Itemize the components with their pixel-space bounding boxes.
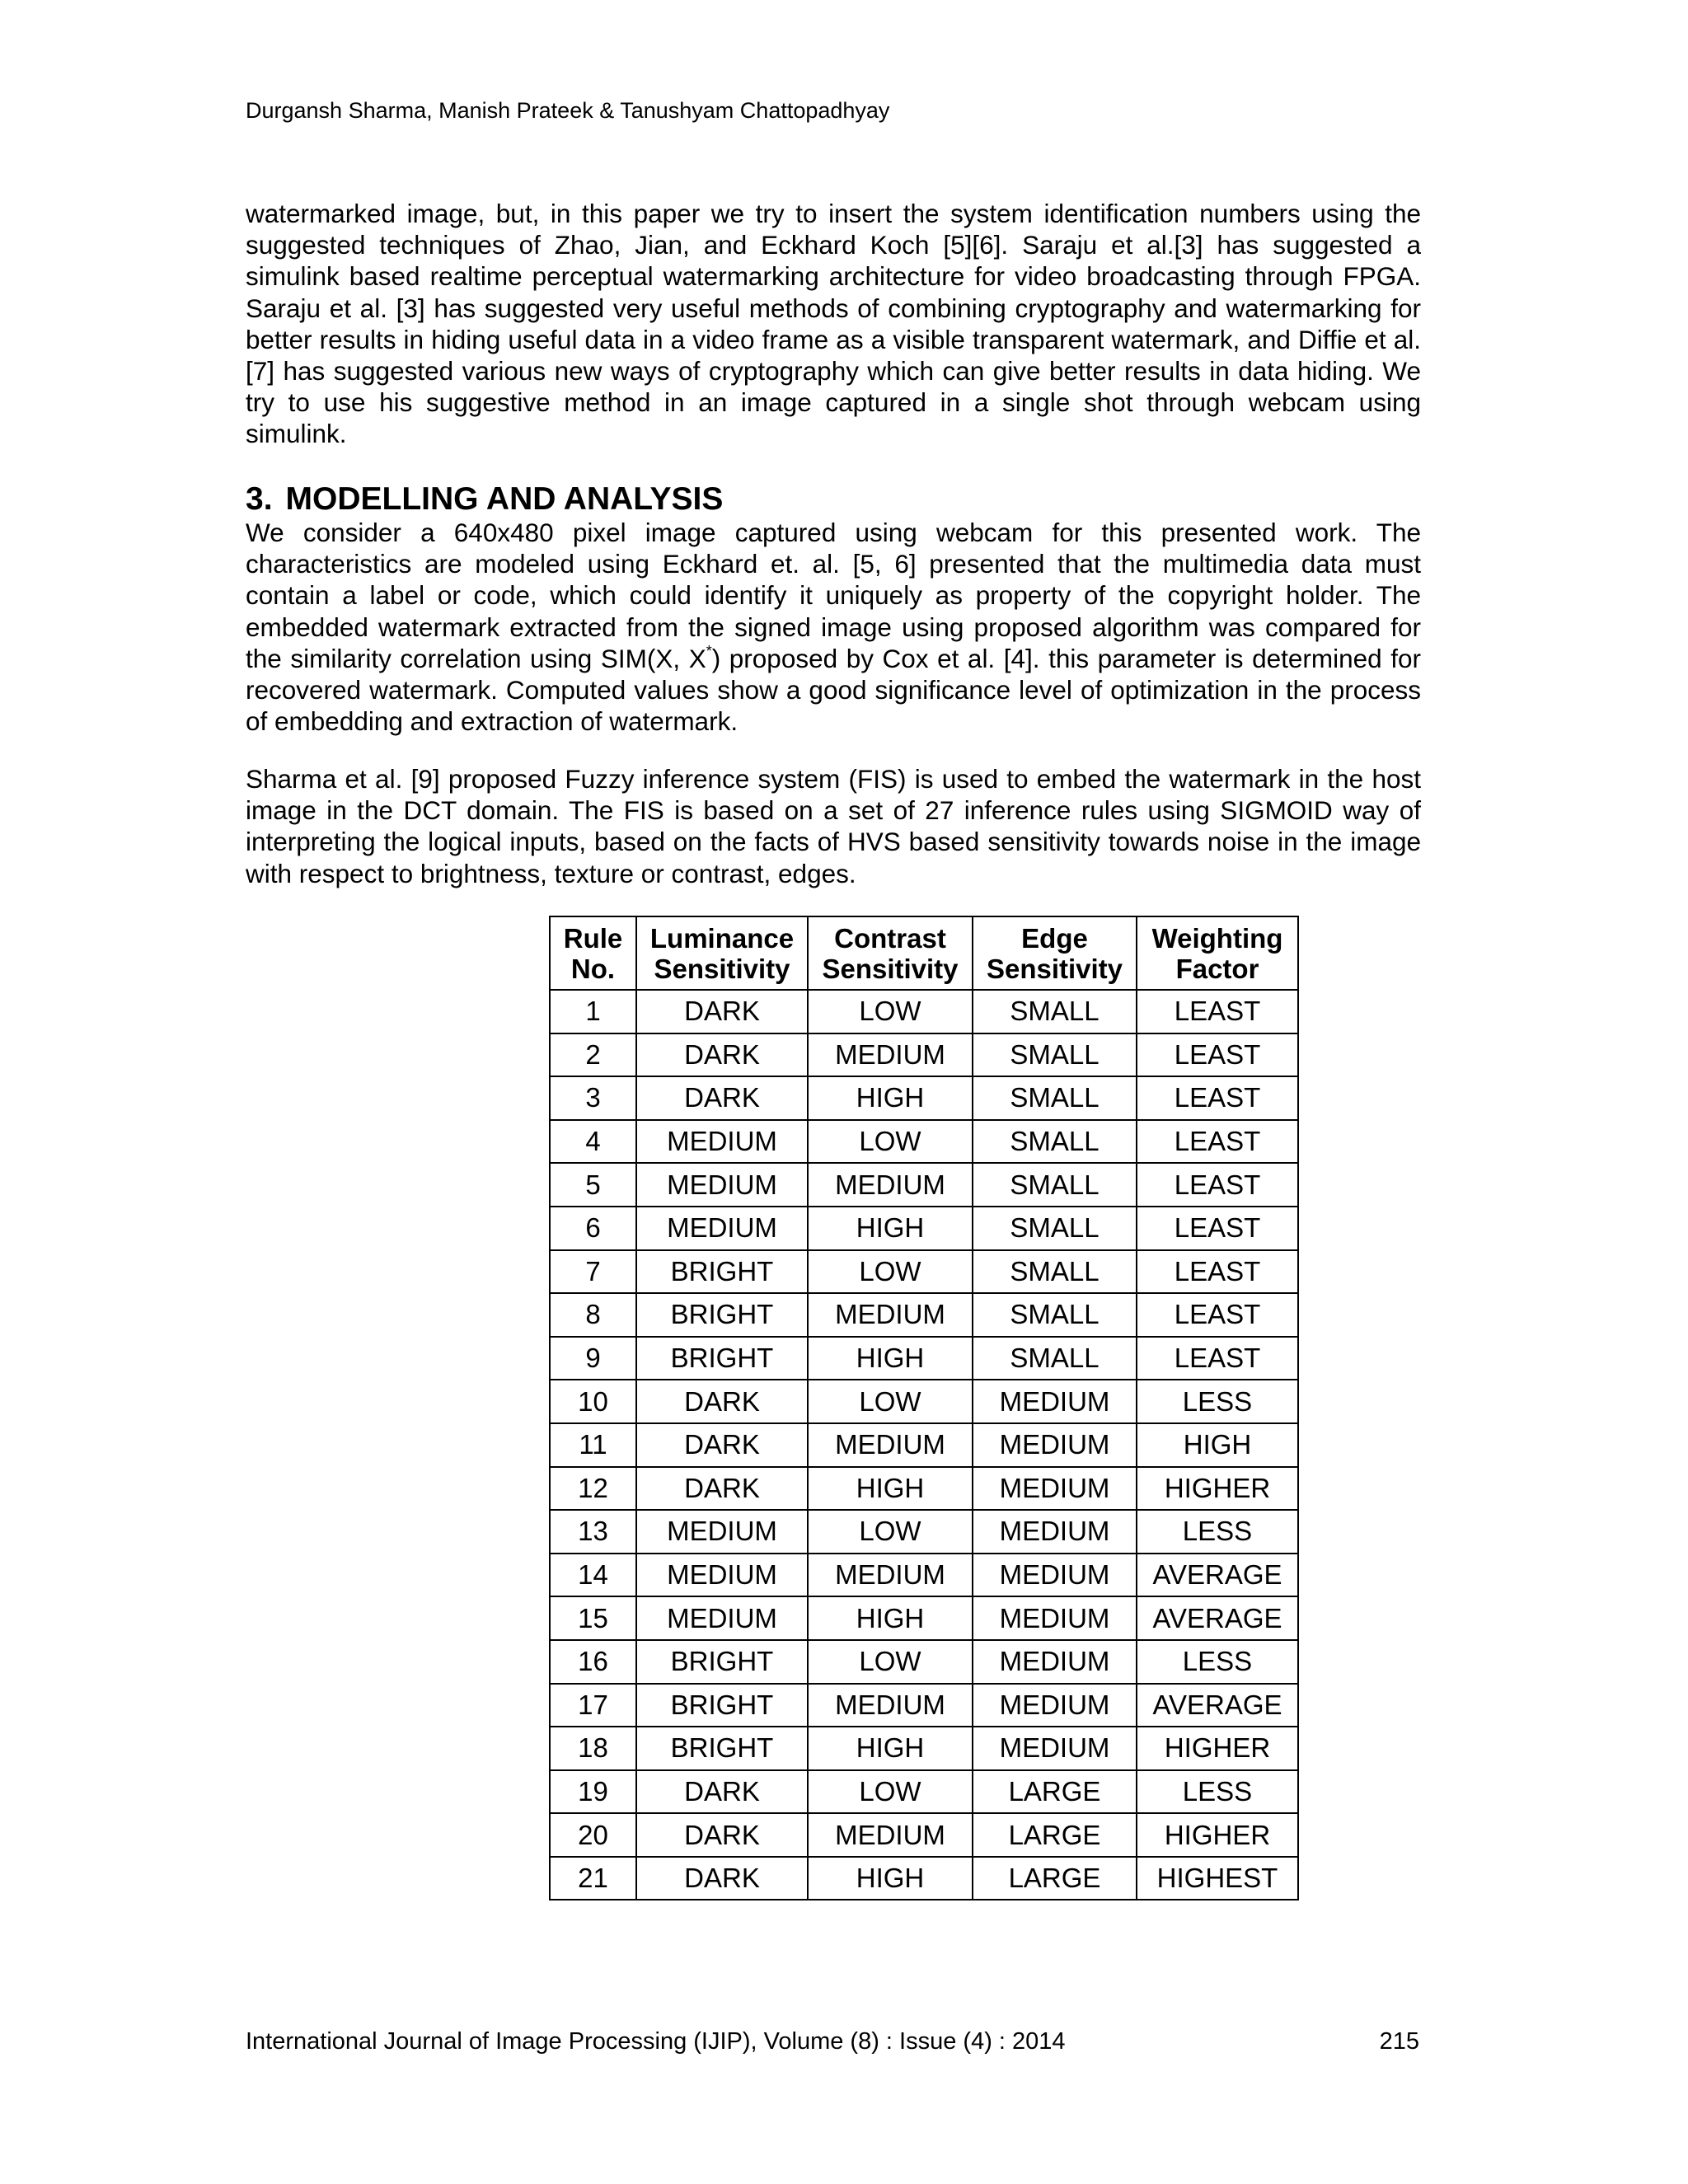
cell-rule-no: 11	[550, 1423, 636, 1467]
cell-contrast: MEDIUM	[808, 1033, 973, 1077]
header-wt-line2: Factor	[1175, 953, 1259, 984]
cell-weighting: LEAST	[1137, 1076, 1298, 1120]
table-row	[550, 1770, 1298, 1814]
cell-contrast: MEDIUM	[808, 1293, 973, 1337]
paragraph-modelling-part2: ) proposed by Cox et al. [4]. this parameter is determined for recovered watermark. Computed values show a good significance level of optimization in the process of embedding and extraction of watermark.	[246, 643, 1421, 737]
table-row	[550, 1423, 1298, 1467]
cell-luminance: BRIGHT	[636, 1727, 808, 1770]
cell-weighting: LESS	[1137, 1380, 1298, 1423]
header-luminance	[636, 916, 808, 990]
table-row	[550, 1813, 1298, 1857]
cell-luminance: DARK	[636, 1076, 808, 1120]
cell-contrast: LOW	[808, 1640, 973, 1684]
cell-rule-no: 17	[550, 1684, 636, 1727]
cell-edge: LARGE	[973, 1770, 1137, 1814]
table-header-row	[550, 916, 1298, 990]
cell-luminance: MEDIUM	[636, 1596, 808, 1640]
cell-weighting: HIGHER	[1137, 1813, 1298, 1857]
cell-edge: MEDIUM	[973, 1684, 1137, 1727]
header-rule-line2: No.	[570, 953, 616, 984]
cell-rule-no: 13	[550, 1510, 636, 1554]
cell-edge: SMALL	[973, 1250, 1137, 1294]
header-rule-no	[550, 916, 636, 990]
section-number: 3.	[246, 481, 273, 517]
cell-rule-no: 21	[550, 1857, 636, 1900]
cell-edge: SMALL	[973, 1337, 1137, 1380]
table-row	[550, 1207, 1298, 1250]
cell-luminance: BRIGHT	[636, 1684, 808, 1727]
cell-edge: SMALL	[973, 1033, 1137, 1077]
table-row	[550, 990, 1298, 1033]
cell-contrast: LOW	[808, 1510, 973, 1554]
cell-edge: MEDIUM	[973, 1380, 1137, 1423]
cell-luminance: BRIGHT	[636, 1250, 808, 1294]
cell-edge: MEDIUM	[973, 1467, 1137, 1511]
cell-contrast: LOW	[808, 1770, 973, 1814]
table-row	[550, 1727, 1298, 1770]
cell-rule-no: 19	[550, 1770, 636, 1814]
table-row	[550, 1163, 1298, 1207]
cell-contrast: HIGH	[808, 1467, 973, 1511]
cell-weighting: LEAST	[1137, 1337, 1298, 1380]
table-row	[550, 1033, 1298, 1077]
cell-edge: MEDIUM	[973, 1727, 1137, 1770]
cell-luminance: BRIGHT	[636, 1640, 808, 1684]
footer-journal-citation: International Journal of Image Processing (IJIP), Volume (8) : Issue (4) : 2014	[246, 2028, 1066, 2055]
cell-weighting: LEAST	[1137, 1250, 1298, 1294]
cell-contrast: MEDIUM	[808, 1423, 973, 1467]
section-heading	[246, 481, 723, 518]
cell-contrast: MEDIUM	[808, 1684, 973, 1727]
cell-contrast: HIGH	[808, 1207, 973, 1250]
header-rule-line1: Rule	[563, 922, 623, 954]
cell-weighting: HIGH	[1137, 1423, 1298, 1467]
table-row	[550, 1467, 1298, 1511]
cell-rule-no: 1	[550, 990, 636, 1033]
table-row	[550, 1640, 1298, 1684]
table-row	[550, 1596, 1298, 1640]
cell-edge: MEDIUM	[973, 1554, 1137, 1597]
header-lum-line1: Luminance	[649, 922, 795, 954]
cell-luminance: MEDIUM	[636, 1163, 808, 1207]
cell-luminance: DARK	[636, 1813, 808, 1857]
cell-weighting: LESS	[1137, 1640, 1298, 1684]
cell-luminance: MEDIUM	[636, 1120, 808, 1164]
paragraph-fis: Sharma et al. [9] proposed Fuzzy inference system (FIS) is used to embed the watermark in the host image in the DCT domain. The FIS is based on a set of 27 inference rules using SIGMOID way of interpreting the logical inputs, based on the facts of HVS based sensitivity towards noise in the image with respect to brightness, texture or contrast, edges.	[246, 764, 1421, 888]
cell-luminance: BRIGHT	[636, 1293, 808, 1337]
cell-luminance: BRIGHT	[636, 1337, 808, 1380]
cell-weighting: AVERAGE	[1137, 1596, 1298, 1640]
cell-weighting: HIGHEST	[1137, 1857, 1298, 1900]
cell-luminance: DARK	[636, 1380, 808, 1423]
cell-rule-no: 6	[550, 1207, 636, 1250]
paragraph-intro-continued: watermarked image, but, in this paper we try to insert the system identification numbers using the suggested techniques of Zhao, Jian, and Eckhard Koch [5][6]. Saraju et al.[3] has suggested a simulink based realtime perceptual watermarking architecture for video broadcasting through FPGA. Saraju et al. [3] has suggested very useful methods of combining cryptography and watermarking for better results in hiding useful data in a video frame as a visible transparent watermark, and Diffie et al. [7] has suggested various new ways of cryptography which can give better results in data hiding. We try to use his suggestive method in an image captured in a single shot through webcam using simulink.	[246, 199, 1421, 449]
cell-weighting: LEAST	[1137, 1033, 1298, 1077]
header-wt-line1: Weighting	[1151, 922, 1283, 954]
cell-edge: SMALL	[973, 1207, 1137, 1250]
cell-edge: SMALL	[973, 1076, 1137, 1120]
cell-rule-no: 18	[550, 1727, 636, 1770]
cell-rule-no: 2	[550, 1033, 636, 1077]
cell-rule-no: 20	[550, 1813, 636, 1857]
cell-luminance: DARK	[636, 1423, 808, 1467]
cell-contrast: MEDIUM	[808, 1554, 973, 1597]
cell-contrast: HIGH	[808, 1076, 973, 1120]
cell-contrast: HIGH	[808, 1596, 973, 1640]
cell-rule-no: 14	[550, 1554, 636, 1597]
cell-luminance: MEDIUM	[636, 1554, 808, 1597]
header-lum-line2: Sensitivity	[654, 953, 790, 984]
cell-weighting: LEAST	[1137, 990, 1298, 1033]
cell-luminance: DARK	[636, 990, 808, 1033]
table-row	[550, 1380, 1298, 1423]
cell-edge: SMALL	[973, 1293, 1137, 1337]
cell-contrast: HIGH	[808, 1727, 973, 1770]
cell-weighting: LEAST	[1137, 1163, 1298, 1207]
table-row	[550, 1076, 1298, 1120]
running-header-authors: Durgansh Sharma, Manish Prateek & Tanushyam Chattopadhyay	[246, 98, 890, 123]
cell-rule-no: 3	[550, 1076, 636, 1120]
superscript-asterisk: *	[706, 642, 712, 659]
table-row	[550, 1857, 1298, 1900]
cell-contrast: LOW	[808, 990, 973, 1033]
cell-contrast: LOW	[808, 1250, 973, 1294]
cell-weighting: HIGHER	[1137, 1727, 1298, 1770]
paragraph-modelling	[246, 517, 1421, 737]
paragraph-modelling-part1: We consider a 640x480 pixel image captured using webcam for this presented work. The characteristics are modeled using Eckhard et. al. [5, 6] presented that the multimedia data must contain a label or code, which could identify it uniquely as property of the copyright holder. The embedded watermark extracted from the signed image using proposed algorithm was compared for the similarity correlation using SIM(X, X	[246, 518, 1421, 673]
table-row	[550, 1293, 1298, 1337]
cell-edge: SMALL	[973, 990, 1137, 1033]
cell-contrast: HIGH	[808, 1857, 973, 1900]
cell-luminance: MEDIUM	[636, 1510, 808, 1554]
cell-contrast: MEDIUM	[808, 1163, 973, 1207]
cell-rule-no: 10	[550, 1380, 636, 1423]
header-con-line1: Contrast	[834, 922, 946, 954]
cell-rule-no: 12	[550, 1467, 636, 1511]
footer-page-number: 215	[1379, 2028, 1419, 2055]
cell-weighting: LEAST	[1137, 1293, 1298, 1337]
cell-edge: LARGE	[973, 1813, 1137, 1857]
cell-luminance: MEDIUM	[636, 1207, 808, 1250]
cell-rule-no: 16	[550, 1640, 636, 1684]
cell-weighting: LEAST	[1137, 1120, 1298, 1164]
cell-rule-no: 8	[550, 1293, 636, 1337]
cell-rule-no: 5	[550, 1163, 636, 1207]
cell-weighting: LESS	[1137, 1770, 1298, 1814]
table-row	[550, 1337, 1298, 1380]
section-title: MODELLING AND ANALYSIS	[285, 481, 724, 517]
cell-edge: MEDIUM	[973, 1423, 1137, 1467]
cell-edge: SMALL	[973, 1120, 1137, 1164]
cell-contrast: LOW	[808, 1380, 973, 1423]
table-body	[550, 990, 1298, 1900]
cell-weighting: HIGHER	[1137, 1467, 1298, 1511]
cell-luminance: DARK	[636, 1770, 808, 1814]
header-edge-line2: Sensitivity	[986, 953, 1123, 984]
cell-edge: MEDIUM	[973, 1596, 1137, 1640]
cell-edge: SMALL	[973, 1163, 1137, 1207]
cell-weighting: AVERAGE	[1137, 1554, 1298, 1597]
cell-rule-no: 15	[550, 1596, 636, 1640]
cell-contrast: LOW	[808, 1120, 973, 1164]
cell-luminance: DARK	[636, 1467, 808, 1511]
cell-rule-no: 7	[550, 1250, 636, 1294]
cell-contrast: HIGH	[808, 1337, 973, 1380]
table-row	[550, 1510, 1298, 1554]
table-row	[550, 1554, 1298, 1597]
table-row	[550, 1120, 1298, 1164]
cell-weighting: AVERAGE	[1137, 1684, 1298, 1727]
header-weighting	[1137, 916, 1298, 990]
cell-weighting: LESS	[1137, 1510, 1298, 1554]
cell-edge: LARGE	[973, 1857, 1137, 1900]
header-con-line2: Sensitivity	[822, 953, 959, 984]
header-edge-line1: Edge	[1021, 922, 1088, 954]
fuzzy-rules-table	[549, 916, 1299, 1900]
header-contrast	[808, 916, 973, 990]
cell-luminance: DARK	[636, 1033, 808, 1077]
cell-luminance: DARK	[636, 1857, 808, 1900]
cell-contrast: MEDIUM	[808, 1813, 973, 1857]
cell-rule-no: 4	[550, 1120, 636, 1164]
table-row	[550, 1684, 1298, 1727]
cell-edge: MEDIUM	[973, 1510, 1137, 1554]
cell-rule-no: 9	[550, 1337, 636, 1380]
table-row	[550, 1250, 1298, 1294]
cell-edge: MEDIUM	[973, 1640, 1137, 1684]
cell-weighting: LEAST	[1137, 1207, 1298, 1250]
header-edge	[973, 916, 1137, 990]
